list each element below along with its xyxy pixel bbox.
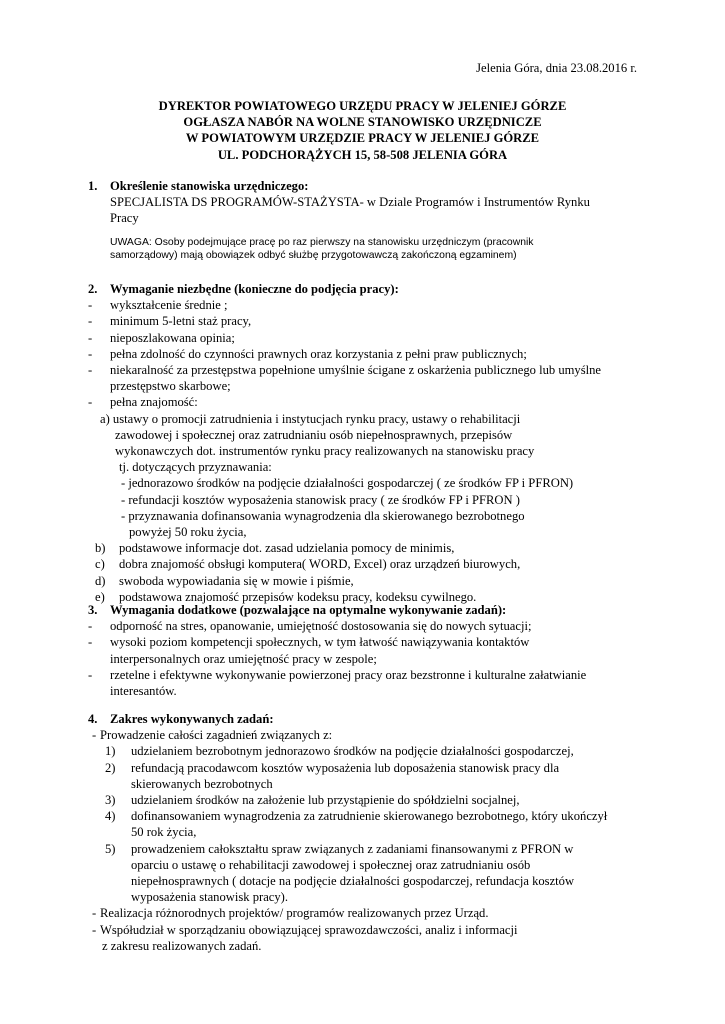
numbered-item: 4) dofinansowaniem wynagrodzenia za zatrudnienie skierowanego bezrobotnego, który ukończył xyxy=(105,809,608,824)
note-line: UWAGA: Osoby podejmujące pracę po raz pierwszy na stanowisku urzędniczym (pracownik xyxy=(110,236,534,248)
list-item-cont: przestępstwo skarbowe; xyxy=(110,379,231,394)
sub-item-a-cont: zawodowej i społecznej oraz zatrudnianiu osób niepełnosprawnych, przepisów xyxy=(115,427,513,442)
sub-sub-item: - przyznawania dofinansowania wynagrodzenia dla skierowanego bezrobotnego xyxy=(121,508,525,523)
sub-item-a-cont: tj. dotyczących przyznawania: xyxy=(119,460,272,475)
list-item: - odporność na stres, opanowanie, umiejętność dostosowania się do nowych sytuacji; xyxy=(88,619,532,634)
list-item-cont: interpersonalnych oraz umiejętność pracy w zespole; xyxy=(110,651,377,666)
sub-item: e) podstawowa znajomość przepisów kodeksu pracy, kodeksu cywilnego. xyxy=(95,589,477,604)
sub-sub-item: - jednorazowo środków na podjęcie działalności gospodarczej ( ze środków FP i PFRON) xyxy=(121,476,574,491)
sub-item-a: a) ustawy o promocji zatrudnienia i instytucjach rynku pracy, ustawy o rehabilitacji xyxy=(100,411,521,426)
sub-item-a-cont: wykonawczych dot. instrumentów rynku pracy realizowanych na stanowisku pracy xyxy=(115,444,535,459)
section-4-title: 4. Zakres wykonywanych zadań: xyxy=(88,712,274,726)
numbered-item: 2) refundacją pracodawcom kosztów wyposażenia lub doposażenia stanowisk pracy dla xyxy=(105,760,560,775)
list-item: - minimum 5-letni staż pracy, xyxy=(88,314,252,329)
list-item: - Prowadzenie całości zagadnień związanych z: xyxy=(92,728,333,743)
list-item-cont: interesantów. xyxy=(110,684,177,699)
sub-item: d) swoboda wypowiadania się w mowie i piśmie, xyxy=(95,573,354,588)
numbered-item: 5) prowadzeniem całokształtu spraw związanych z zadaniami finansowanymi z PFRON w xyxy=(105,841,574,856)
section-1 xyxy=(88,178,648,263)
section-1-title: 1. Określenie stanowiska urzędniczego: xyxy=(88,179,309,193)
announcement-header xyxy=(0,98,725,163)
list-item: - niekaralność za przestępstwa popełnione umyślnie ścigane z oskarżenia publicznego lub umyślne xyxy=(88,363,601,378)
list-item: - wykształcenie średnie ; xyxy=(88,298,228,313)
header-line: OGŁASZA NABÓR NA WOLNE STANOWISKO URZĘDNICZE xyxy=(183,115,542,130)
numbered-item-cont: oparciu o ustawę o rehabilitacji zawodowej i społecznej oraz zatrudnianiu osób xyxy=(131,857,531,872)
sub-sub-item-cont: powyżej 50 roku życia, xyxy=(129,525,247,540)
header-line: UL. PODCHORĄŻYCH 15, 58-508 JELENIA GÓRA xyxy=(217,147,508,162)
section-2 xyxy=(88,281,648,605)
note-line: samorządowy) mają obowiązek odbyć służbę przygotowawczą zakończoną egzaminem) xyxy=(110,250,517,262)
header-line: W POWIATOWYM URZĘDZIE PRACY W JELENIEJ GÓRZE xyxy=(185,131,540,146)
section-3-title: 3. Wymagania dodatkowe (pozwalające na optymalne wykonywanie zadań): xyxy=(88,603,507,617)
numbered-item-cont: wyposażenia stanowisk pracy). xyxy=(131,890,289,905)
position-name-cont: Pracy xyxy=(110,211,139,226)
numbered-item-cont: skierowanych bezrobotnych xyxy=(131,776,273,791)
header-line: DYREKTOR POWIATOWEGO URZĘDU PRACY W JELENIEJ GÓRZE xyxy=(158,99,567,113)
sub-item: b) podstawowe informacje dot. zasad udzielania pomocy de minimis, xyxy=(95,541,455,556)
list-item: - Współudział w sporządzaniu obowiązującej sprawozdawczości, analiz i informacji xyxy=(92,922,518,937)
section-4 xyxy=(88,711,648,954)
sub-item: c) dobra znajomość obsługi komputera( WORD, Excel) oraz urządzeń biurowych, xyxy=(95,557,521,572)
list-item: - nieposzlakowana opinia; xyxy=(88,330,235,345)
numbered-item-cont: 50 rok życia, xyxy=(131,825,197,840)
list-item: - rzetelne i efektywne wykonywanie powierzonej pracy oraz bezstronne i kulturalne załatwianie xyxy=(88,667,587,682)
numbered-item: 1) udzielaniem bezrobotnym jednorazowo środków na podjęcie działalności gospodarczej, xyxy=(105,744,574,759)
list-item: - pełna zdolność do czynności prawnych oraz korzystania z pełni praw publicznych; xyxy=(88,346,527,361)
section-2-title: 2. Wymaganie niezbędne (konieczne do podjęcia pracy): xyxy=(88,282,399,296)
list-item: - Realizacja różnorodnych projektów/ programów realizowanych przez Urząd. xyxy=(92,906,489,921)
sub-sub-item: - refundacji kosztów wyposażenia stanowisk pracy ( ze środków FP i PFRON ) xyxy=(121,492,520,507)
document-date: Jelenia Góra, dnia 23.08.2016 r. xyxy=(476,61,637,75)
list-item-cont: z zakresu realizowanych zadań. xyxy=(102,938,262,953)
position-name: SPECJALISTA DS PROGRAMÓW-STAŻYSTA- w Dziale Programów i Instrumentów Rynku xyxy=(110,195,590,210)
section-3 xyxy=(88,602,648,699)
list-item: - wysoki poziom kompetencji społecznych, w tym łatwość nawiązywania kontaktów xyxy=(88,635,530,650)
numbered-item: 3) udzielaniem środków na założenie lub przystąpienie do spółdzielni socjalnej, xyxy=(105,793,520,808)
list-item: - pełna znajomość: xyxy=(88,395,198,410)
numbered-item-cont: niepełnosprawnych ( dotacje na podjęcie działalności gospodarczej, refundacja kosztów xyxy=(131,874,575,889)
